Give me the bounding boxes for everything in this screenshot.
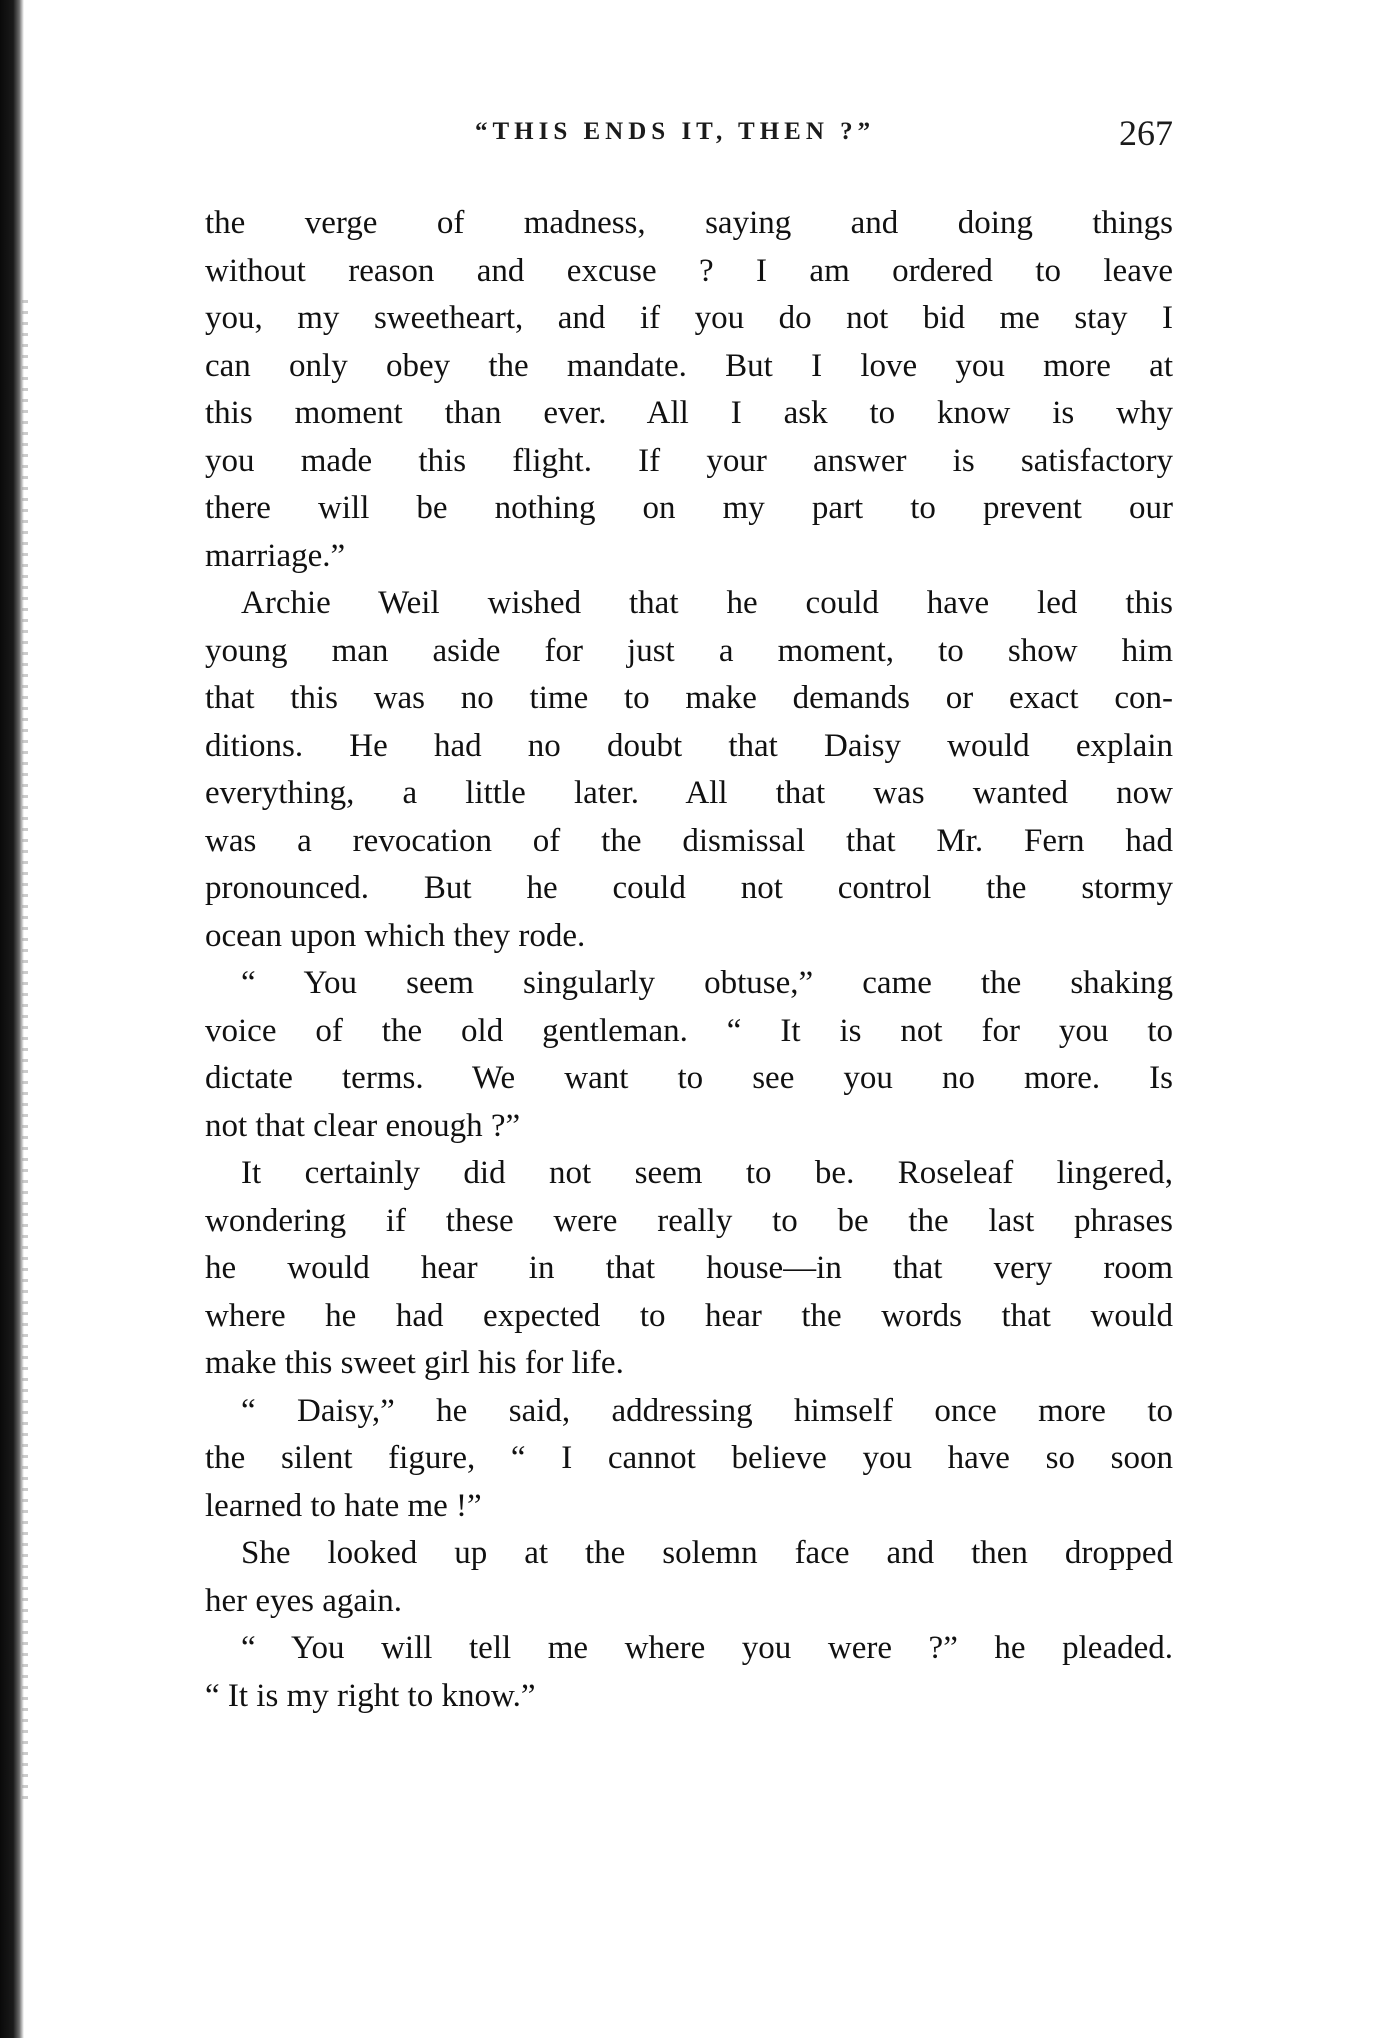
page-number: 267 [1119, 113, 1173, 153]
text-line: can only obey the mandate. But I love you more at [205, 347, 1173, 384]
text-line: was a revocation of the dismissal that Mr. Fern had [205, 822, 1173, 859]
text-line: marriage.” [205, 537, 346, 574]
text-line: where he had expected to hear the words that would [205, 1297, 1173, 1334]
text-line: It certainly did not seem to be. Roseleaf lingered, [241, 1155, 1173, 1191]
text-line: he would hear in that house—in that very room [205, 1250, 1173, 1286]
text-line: there will be nothing on my part to prevent our [205, 490, 1173, 526]
text-line: “ It is my right to know.” [205, 1677, 536, 1714]
text-line: ocean upon which they rode. [205, 917, 586, 954]
text-line: ditions. He had no doubt that Daisy would explain [205, 727, 1173, 764]
text-line: her eyes again. [205, 1582, 402, 1619]
body-text [205, 200, 1173, 1720]
text-line: pronounced. But he could not control the stormy [205, 870, 1173, 906]
binding-speckle [22, 300, 28, 1800]
text-line: “ You seem singularly obtuse,” came the shaking [241, 965, 1173, 1001]
page-binding-edge [0, 0, 24, 2038]
text-line: She looked up at the solemn face and then dropped [241, 1535, 1173, 1571]
running-title: “THIS ENDS IT, THEN ?” [475, 118, 876, 145]
text-line: “ You will tell me where you were ?” he pleaded. [241, 1630, 1173, 1666]
running-head [205, 112, 1185, 156]
text-line: that this was no time to make demands or exact con- [205, 680, 1173, 716]
text-line: not that clear enough ?” [205, 1107, 521, 1144]
text-line: this moment than ever. All I ask to know is why [205, 395, 1173, 431]
text-line: Archie Weil wished that he could have led this [241, 585, 1173, 621]
text-line: dictate terms. We want to see you no more. Is [205, 1060, 1173, 1096]
text-line: everything, a little later. All that was wanted now [205, 775, 1173, 811]
text-line: you, my sweetheart, and if you do not bid me stay I [205, 300, 1173, 336]
text-line: young man aside for just a moment, to show him [205, 632, 1173, 669]
text-line: “ Daisy,” he said, addressing himself once more to [241, 1392, 1173, 1429]
text-line: the verge of madness, saying and doing things [205, 205, 1173, 241]
text-line: wondering if these were really to be the last phrases [205, 1202, 1173, 1239]
text-line: you made this flight. If your answer is satisfactory [205, 442, 1173, 479]
text-line: make this sweet girl his for life. [205, 1345, 624, 1381]
text-line: without reason and excuse ? I am ordered to leave [205, 252, 1173, 289]
text-line: voice of the old gentleman. “ It is not for you to [205, 1012, 1173, 1049]
text-line: the silent figure, “ I cannot believe you have so soon [205, 1440, 1173, 1476]
text-line: learned to hate me !” [205, 1487, 482, 1524]
